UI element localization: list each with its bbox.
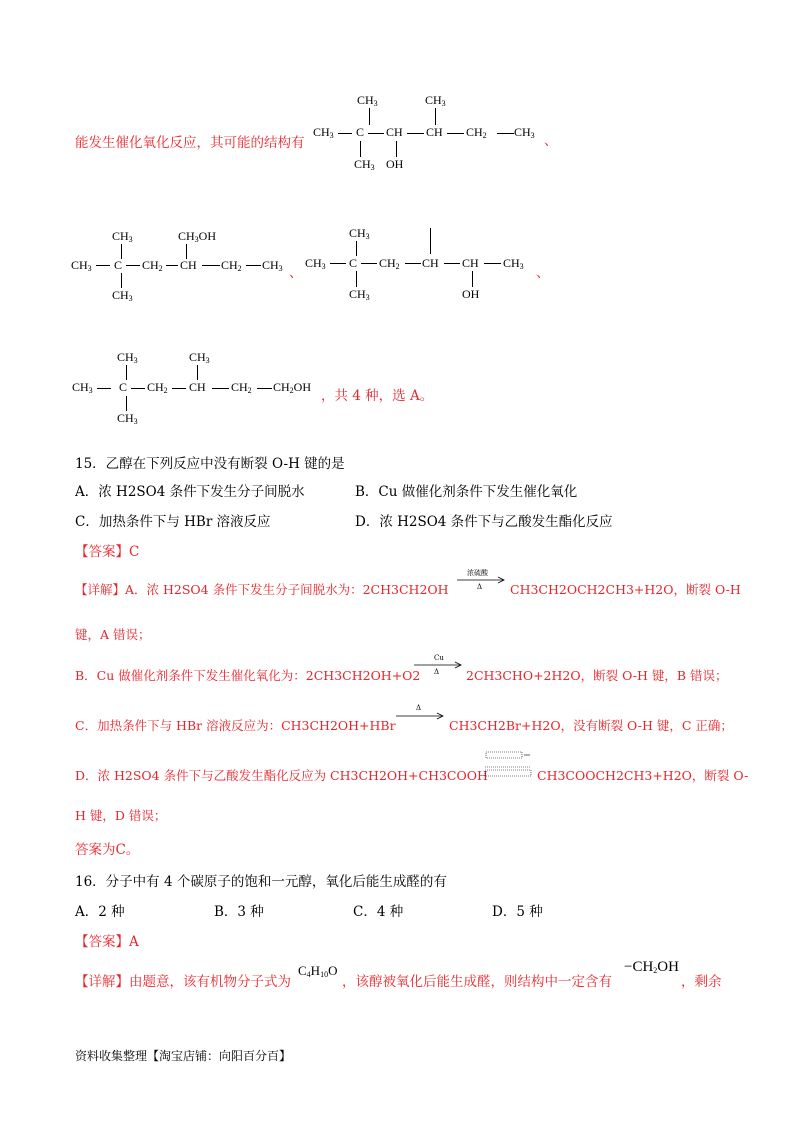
separator: 、: [536, 265, 550, 281]
tail-text: ，共 4 种，选 A。: [321, 388, 434, 404]
arrow-icon: [412, 654, 464, 680]
arrow-icon: [394, 704, 446, 730]
condition-label: Δ: [434, 668, 440, 676]
reaction-arrow-b: [412, 654, 464, 680]
separator: 、: [544, 133, 558, 149]
q15-result-b: 2CH3CHO+2H2O，断裂 O-H 键，B 错误；: [466, 668, 728, 683]
q16-option-c: C．4 种: [353, 904, 404, 920]
q15-result-c: CH3CH2Br+H2O，没有断裂 O-H 键，C 正确；: [449, 718, 733, 733]
functional-group: $-CH_2OH$: [624, 959, 679, 975]
q16-detail: [75, 970, 291, 990]
q16-detail-3: ，剩余: [681, 974, 722, 990]
condition-label: 浓硫酸: [467, 569, 488, 577]
condition-label: Δ: [416, 704, 422, 712]
q16-option-b: B．3 种: [214, 904, 264, 920]
q16-option-a: A．2 种: [75, 904, 125, 920]
q15-result-d: CH3COOCH2CH3+H2O，断裂 O-: [537, 768, 749, 783]
separator: 、: [289, 265, 303, 281]
condition-label: Cu: [434, 654, 444, 662]
reversible-arrow-d: [483, 751, 535, 781]
reaction-arrow-a: [455, 568, 507, 594]
q15-option-d: D．浓 H2SO4 条件下与乙酸发生酯化反应: [355, 514, 613, 530]
q15-result-a: CH3CH2OCH2CH3+H2O，断裂 O-H: [510, 582, 741, 597]
answer-value: C: [129, 544, 140, 560]
q15-option-b: B．Cu 做催化剂条件下发生催化氧化: [355, 484, 578, 500]
detail-a-text: A．浓 H2SO4 条件下发生分子间脱水为：2CH3CH2OH: [125, 582, 449, 597]
q16-stem: 16．分子中有 4 个碳原子的饱和一元醇，氧化后能生成醛的有: [75, 874, 447, 890]
q15-option-a: A．浓 H2SO4 条件下发生分子间脱水: [75, 484, 305, 500]
q15-detail-b: B．Cu 做催化剂条件下发生催化氧化为：2CH3CH2OH+O2: [75, 668, 421, 683]
q15-detail-a: [75, 580, 449, 598]
q15-detail-d2: H 键，D 错误；: [75, 808, 167, 823]
reaction-arrow-c: [394, 704, 446, 730]
intro-line: 能发生催化氧化反应，其可能的结构有: [75, 135, 305, 151]
q15-conclusion: 答案为C。: [75, 842, 140, 858]
detail-text-1: 由题意，该有机物分子式为: [129, 974, 291, 990]
q16-option-d: D．5 种: [492, 904, 543, 920]
q15-option-c: C．加热条件下与 HBr 溶液反应: [75, 514, 271, 530]
detail-label: 【详解】: [75, 582, 126, 597]
answer-label: 【答案】: [75, 934, 129, 950]
answer-label: 【答案】: [75, 544, 129, 560]
q16-detail-2: ，该醇被氧化后能生成醛，则结构中一定含有: [342, 974, 612, 990]
reversible-arrow-icon: [483, 751, 535, 781]
q15-detail-c: C．加热条件下与 HBr 溶液反应为：CH3CH2OH+HBr: [75, 718, 396, 733]
condition-label: Δ: [477, 583, 483, 591]
footer-note: 资料收集整理【淘宝店铺：向阳百分百】: [75, 1049, 292, 1063]
detail-label: 【详解】: [75, 974, 129, 990]
q15-answer: [75, 540, 139, 560]
q15-stem: 15．乙醇在下列反应中没有断裂 O-H 键的是: [75, 456, 345, 472]
answer-value: A: [129, 934, 139, 950]
q15-detail-d: D．浓 H2SO4 条件下与乙酸发生酯化反应为 CH3CH2OH+CH3COOH: [75, 768, 488, 783]
q16-answer: [75, 930, 139, 950]
q15-detail-a2: 键，A 错误；: [75, 627, 151, 642]
molecular-formula: $C_4H_{10}O$: [298, 963, 338, 979]
